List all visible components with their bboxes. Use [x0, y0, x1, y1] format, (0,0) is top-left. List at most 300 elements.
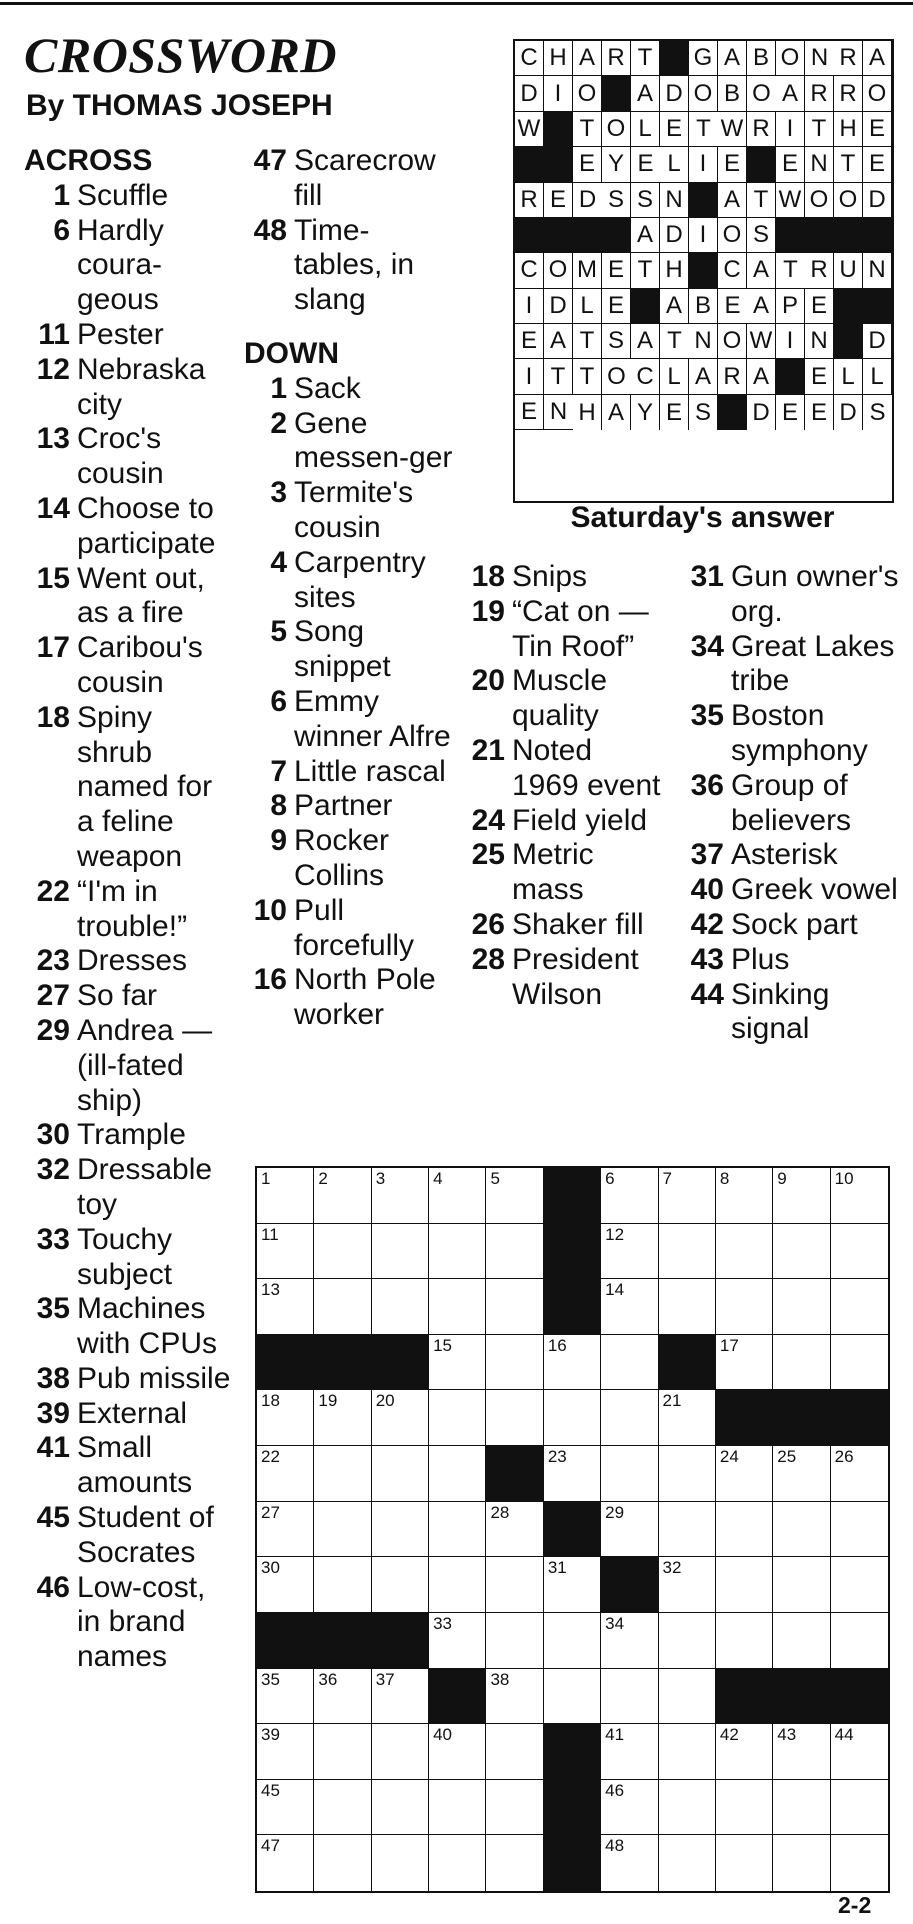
solution-letter: E: [863, 112, 892, 147]
down-clue: [244, 755, 454, 790]
solution-letter: S: [602, 183, 631, 218]
puzzle-cell[interactable]: [831, 1224, 888, 1280]
solution-letter: W: [747, 324, 776, 359]
puzzle-black-square: [659, 1335, 716, 1391]
puzzle-cell[interactable]: [544, 1557, 601, 1613]
solution-black-square: [776, 359, 805, 394]
solution-letter: N: [660, 183, 689, 218]
puzzle-cell[interactable]: [773, 1168, 830, 1224]
solution-letter: C: [515, 253, 544, 288]
solution-black-square: [805, 218, 834, 253]
puzzle-cell[interactable]: [486, 1669, 543, 1725]
cell-number: 28: [490, 1502, 510, 1522]
puzzle-cell[interactable]: [372, 1557, 429, 1613]
cell-number: 35: [261, 1669, 280, 1689]
clue-text: Hardly coura-geous: [77, 213, 164, 317]
puzzle-cell[interactable]: [486, 1390, 543, 1446]
puzzle-black-square: [544, 1224, 601, 1280]
across-clue: [24, 1014, 234, 1118]
solution-letter: T: [631, 253, 660, 288]
puzzle-cell[interactable]: [314, 1168, 371, 1224]
puzzle-cell[interactable]: [601, 1669, 658, 1725]
puzzle-cell[interactable]: [831, 1335, 888, 1391]
puzzle-cell[interactable]: [659, 1502, 716, 1558]
puzzle-cell[interactable]: [257, 1780, 314, 1836]
puzzle-cell[interactable]: [372, 1390, 429, 1446]
puzzle-cell[interactable]: [773, 1557, 830, 1613]
clue-number: 10: [253, 893, 287, 927]
puzzle-cell[interactable]: [659, 1279, 716, 1335]
puzzle-cell[interactable]: [831, 1835, 888, 1891]
puzzle-cell[interactable]: [257, 1224, 314, 1280]
puzzle-cell[interactable]: [831, 1168, 888, 1224]
cell-number: 48: [605, 1836, 625, 1856]
clue-text: Spiny shrub named for a feline weapon: [77, 700, 213, 873]
clue-number: 21: [471, 733, 505, 767]
cell-number: 40: [433, 1725, 452, 1745]
clue-number: 5: [270, 615, 287, 649]
clue-text: North Pole worker: [294, 963, 436, 1032]
solution-letter: D: [544, 289, 573, 324]
puzzle-cell[interactable]: [773, 1335, 830, 1391]
solution-letter: I: [776, 112, 805, 147]
solution-letter: R: [805, 76, 834, 111]
solution-letter: W: [776, 183, 805, 218]
puzzle-cell[interactable]: [831, 1724, 888, 1780]
puzzle-cell[interactable]: [601, 1446, 658, 1502]
solution-letter: B: [689, 289, 718, 324]
clue-text: Caribou's cousin: [77, 631, 203, 699]
clue-number: 22: [36, 874, 70, 908]
solution-letter: B: [747, 41, 776, 76]
solution-letter: O: [689, 76, 718, 111]
solution-black-square: [834, 324, 863, 359]
clue-text: Emmy winner Alfre: [294, 684, 451, 753]
down-clue: [462, 804, 667, 839]
puzzle-cell[interactable]: [257, 1724, 314, 1780]
solution-letter: C: [515, 41, 544, 76]
clue-number: 6: [270, 684, 287, 718]
solution-black-square: [776, 218, 805, 253]
solution-letter: O: [747, 76, 776, 111]
puzzle-cell[interactable]: [372, 1669, 429, 1725]
down-clue: [681, 769, 906, 839]
puzzle-cell[interactable]: [716, 1335, 773, 1391]
clue-column-1: [24, 144, 234, 1675]
solution-letter: T: [573, 359, 602, 394]
solution-letter: D: [660, 76, 689, 111]
puzzle-cell[interactable]: [429, 1279, 486, 1335]
solution-letter: E: [863, 147, 892, 182]
puzzle-black-square: [544, 1780, 601, 1836]
puzzle-cell[interactable]: [659, 1724, 716, 1780]
across-clue: [24, 179, 234, 214]
puzzle-cell[interactable]: [429, 1502, 486, 1558]
puzzle-cell[interactable]: [659, 1557, 716, 1613]
clue-number: 39: [36, 1396, 70, 1430]
puzzle-cell[interactable]: [773, 1502, 830, 1558]
puzzle-cell[interactable]: [257, 1446, 314, 1502]
puzzle-cell[interactable]: [773, 1446, 830, 1502]
solution-letter: E: [602, 289, 631, 324]
puzzle-cell[interactable]: [372, 1780, 429, 1836]
puzzle-black-square: [773, 1669, 830, 1725]
clue-number: 7: [270, 754, 287, 788]
cell-number: 8: [719, 1169, 730, 1188]
down-clue: [244, 789, 454, 824]
down-clue: [244, 615, 454, 685]
across-clue: [24, 875, 234, 945]
clue-number: 18: [471, 560, 505, 593]
puzzle-cell[interactable]: [429, 1557, 486, 1613]
puzzle-black-square: [486, 1446, 543, 1502]
puzzle-cell[interactable]: [773, 1224, 830, 1280]
puzzle-black-square: [544, 1724, 601, 1780]
puzzle-cell[interactable]: [716, 1780, 773, 1836]
down-clue: [244, 372, 454, 407]
puzzle-black-square: [429, 1669, 486, 1725]
cell-number: 41: [605, 1725, 625, 1745]
clue-number: 47: [253, 144, 287, 177]
solution-letter: S: [602, 324, 631, 359]
puzzle-cell[interactable]: [429, 1390, 486, 1446]
clue-number: 35: [690, 699, 724, 733]
puzzle-cell[interactable]: [601, 1835, 658, 1891]
solution-black-square: [602, 76, 631, 111]
clue-text: Small amounts: [77, 1431, 193, 1500]
solution-letter: A: [747, 289, 776, 324]
cell-number: 17: [719, 1335, 739, 1355]
puzzle-cell[interactable]: [716, 1446, 773, 1502]
clue-text: Shaker fill: [512, 907, 644, 941]
page-title: CROSSWORD: [24, 27, 337, 83]
solution-letter: I: [689, 147, 718, 182]
across-clue: [24, 1362, 234, 1397]
puzzle-cell[interactable]: [544, 1390, 601, 1446]
solution-black-square: [834, 218, 863, 253]
puzzle-cell[interactable]: [314, 1390, 371, 1446]
puzzle-cell[interactable]: [314, 1502, 371, 1558]
puzzle-cell[interactable]: [601, 1390, 658, 1446]
puzzle-cell[interactable]: [601, 1613, 658, 1669]
solution-letter: S: [869, 398, 886, 426]
clue-number: 27: [36, 979, 70, 1013]
solution-black-square: [718, 395, 747, 430]
solution-letter: M: [573, 253, 602, 288]
down-clue: [244, 476, 454, 546]
puzzle-cell[interactable]: [831, 1279, 888, 1335]
puzzle-cell[interactable]: [716, 1502, 773, 1558]
puzzle-cell[interactable]: [601, 1724, 658, 1780]
puzzle-cell[interactable]: [486, 1224, 543, 1280]
puzzle-cell[interactable]: [601, 1335, 658, 1391]
clue-text: Group of believers: [731, 768, 852, 837]
puzzle-cell[interactable]: [429, 1613, 486, 1669]
puzzle-cell[interactable]: [831, 1780, 888, 1836]
solution-letter: E: [718, 289, 747, 324]
puzzle-cell[interactable]: [486, 1835, 543, 1891]
puzzle-black-square: [257, 1335, 314, 1391]
puzzle-cell[interactable]: [716, 1835, 773, 1891]
clue-text: Rocker Collins: [294, 824, 390, 892]
cell-number: 16: [547, 1335, 567, 1355]
clue-text: Carpentry sites: [294, 545, 426, 614]
solution-letter: N: [863, 253, 892, 288]
clue-number: 46: [36, 1570, 70, 1604]
puzzle-cell[interactable]: [659, 1613, 716, 1669]
across-clue: [24, 318, 234, 353]
puzzle-cell[interactable]: [314, 1669, 371, 1725]
puzzle-cell[interactable]: [257, 1557, 314, 1613]
solution-letter: N: [805, 324, 834, 359]
puzzle-cell[interactable]: [257, 1835, 314, 1891]
cell-number: 6: [605, 1169, 615, 1188]
solution-letter: G: [689, 41, 718, 76]
puzzle-cell[interactable]: [486, 1279, 543, 1335]
solution-letter: T: [747, 183, 776, 218]
solution-letter: R: [515, 183, 544, 218]
down-clue: [244, 963, 454, 1033]
solution-letter: S: [689, 395, 718, 430]
clue-number: 48: [253, 213, 287, 247]
puzzle-cell[interactable]: [716, 1724, 773, 1780]
solution-black-square: [660, 41, 689, 76]
across-clue: [24, 422, 234, 492]
solution-letter: L: [631, 112, 660, 147]
cell-number: 11: [261, 1224, 279, 1244]
clue-text: Trample: [77, 1118, 186, 1152]
puzzle-cell[interactable]: [773, 1279, 830, 1335]
clue-number: 35: [36, 1292, 70, 1326]
solution-letter: A: [631, 218, 660, 253]
clue-number: 30: [36, 1118, 70, 1152]
solution-letter: A: [863, 41, 892, 76]
down-clue: [681, 699, 906, 769]
puzzle-cell[interactable]: [372, 1224, 429, 1280]
across-clue: [24, 944, 234, 979]
puzzle-cell[interactable]: [314, 1835, 371, 1891]
solution-letter: D: [747, 395, 776, 430]
clue-number: 8: [270, 789, 287, 823]
solution-letter: L: [660, 359, 689, 394]
clue-number: 32: [36, 1153, 70, 1187]
cell-number: 25: [777, 1447, 797, 1467]
puzzle-cell[interactable]: [486, 1557, 543, 1613]
across-clue: [24, 1153, 234, 1223]
puzzle-cell[interactable]: [429, 1168, 486, 1224]
solution-letter: H: [834, 112, 863, 147]
puzzle-cell[interactable]: [831, 1557, 888, 1613]
puzzle-cell[interactable]: [659, 1780, 716, 1836]
puzzle-cell[interactable]: [601, 1780, 658, 1836]
puzzle-black-square: [544, 1168, 601, 1224]
clue-text: Pull forcefully: [294, 893, 415, 962]
clue-number: 12: [36, 352, 70, 386]
puzzle-cell[interactable]: [314, 1557, 371, 1613]
down-clue: [462, 943, 667, 1013]
puzzle-cell[interactable]: [314, 1279, 371, 1335]
solution-letter: E: [805, 395, 834, 430]
puzzle-cell[interactable]: [486, 1168, 543, 1224]
solution-letter: T: [544, 359, 573, 394]
puzzle-black-square: [372, 1335, 429, 1391]
across-heading: ACROSS: [24, 144, 153, 177]
puzzle-cell[interactable]: [716, 1168, 773, 1224]
puzzle-cell[interactable]: [601, 1279, 658, 1335]
clue-number: 25: [471, 838, 505, 872]
puzzle-black-square: [544, 1279, 601, 1335]
puzzle-cell[interactable]: [486, 1724, 543, 1780]
puzzle-cell[interactable]: [659, 1446, 716, 1502]
down-clue: [681, 978, 906, 1048]
puzzle-cell[interactable]: [773, 1613, 830, 1669]
puzzle-cell[interactable]: [486, 1335, 543, 1391]
puzzle-cell[interactable]: [314, 1724, 371, 1780]
solution-letter: D: [863, 324, 892, 359]
puzzle-cell[interactable]: [372, 1279, 429, 1335]
solution-letter: A: [718, 183, 747, 218]
solution-letter: W: [718, 112, 747, 147]
cell-number: 15: [433, 1335, 452, 1355]
clue-text: Pub missile: [77, 1361, 231, 1395]
puzzle-cell[interactable]: [257, 1390, 314, 1446]
down-clue: [244, 546, 454, 616]
solution-letter: B: [718, 76, 747, 111]
puzzle-cell[interactable]: [429, 1724, 486, 1780]
puzzle-cell[interactable]: [601, 1502, 658, 1558]
puzzle-cell[interactable]: [257, 1669, 314, 1725]
puzzle-cell[interactable]: [659, 1168, 716, 1224]
cell-number: 3: [375, 1169, 386, 1188]
cell-number: 27: [261, 1502, 280, 1522]
puzzle-cell[interactable]: [659, 1835, 716, 1891]
clue-text: President Wilson: [512, 942, 639, 1011]
puzzle-cell[interactable]: [372, 1724, 429, 1780]
solution-letter: H: [573, 395, 602, 430]
clue-number: 1: [53, 178, 70, 212]
solution-letter: R: [718, 359, 747, 394]
solution-letter: O: [718, 324, 747, 359]
puzzle-cell[interactable]: [716, 1279, 773, 1335]
clue-number: 37: [690, 838, 724, 872]
solution-black-square: [515, 147, 544, 182]
puzzle-cell[interactable]: [716, 1224, 773, 1280]
puzzle-cell[interactable]: [773, 1835, 830, 1891]
clue-text: So far: [77, 979, 158, 1013]
clue-number: 23: [36, 944, 70, 978]
puzzle-cell[interactable]: [486, 1502, 543, 1558]
puzzle-cell[interactable]: [429, 1335, 486, 1391]
puzzle-black-square: [314, 1613, 371, 1669]
puzzle-cell[interactable]: [372, 1835, 429, 1891]
solution-letter: R: [602, 41, 631, 76]
across-clue: [24, 631, 234, 701]
puzzle-cell[interactable]: [429, 1446, 486, 1502]
puzzle-cell[interactable]: [429, 1780, 486, 1836]
puzzle-cell[interactable]: [429, 1835, 486, 1891]
clue-text: Croc's cousin: [77, 422, 164, 491]
down-clue: [681, 630, 906, 700]
puzzle-cell[interactable]: [716, 1613, 773, 1669]
puzzle-cell[interactable]: [486, 1780, 543, 1836]
solution-letter: O: [544, 253, 573, 288]
clue-text: Little rascal: [294, 754, 446, 788]
puzzle-cell[interactable]: [314, 1446, 371, 1502]
puzzle-cell[interactable]: [544, 1669, 601, 1725]
puzzle-cell[interactable]: [372, 1446, 429, 1502]
solution-letter: T: [776, 253, 805, 288]
puzzle-cell[interactable]: [429, 1224, 486, 1280]
cell-number: 10: [834, 1169, 854, 1188]
clue-number: 24: [471, 803, 505, 837]
solution-letter: E: [805, 289, 834, 324]
clue-number: 19: [471, 594, 505, 628]
puzzle-cell[interactable]: [257, 1279, 314, 1335]
puzzle-cell[interactable]: [659, 1669, 716, 1725]
puzzle-black-square: [716, 1669, 773, 1725]
solution-letter: E: [660, 112, 689, 147]
cell-number: 39: [261, 1725, 280, 1745]
puzzle-cell[interactable]: [831, 1613, 888, 1669]
solution-letter: O: [602, 359, 631, 394]
puzzle-cell[interactable]: [372, 1502, 429, 1558]
puzzle-cell[interactable]: [544, 1613, 601, 1669]
cell-number: 37: [375, 1669, 395, 1689]
solution-letter: S: [747, 218, 776, 253]
across-clue: [24, 1431, 234, 1501]
cell-number: 22: [261, 1447, 280, 1467]
clue-text: Great Lakes tribe: [731, 629, 895, 698]
clue-number: 17: [36, 631, 70, 665]
down-clue: [462, 560, 667, 595]
puzzle-cell[interactable]: [773, 1724, 830, 1780]
clue-text: Dressable toy: [77, 1153, 213, 1221]
solution-letter: D: [660, 218, 689, 253]
clue-text: Snips: [512, 560, 588, 593]
clue-number: 42: [690, 907, 724, 941]
puzzle-cell[interactable]: [831, 1446, 888, 1502]
down-clue: [681, 908, 906, 943]
puzzle-cell[interactable]: [831, 1502, 888, 1558]
solution-letter: P: [776, 289, 805, 324]
puzzle-cell[interactable]: [314, 1224, 371, 1280]
puzzle-cell[interactable]: [544, 1335, 601, 1391]
clue-number: 44: [690, 977, 724, 1011]
puzzle-cell[interactable]: [659, 1390, 716, 1446]
puzzle-cell[interactable]: [544, 1446, 601, 1502]
puzzle-cell[interactable]: [659, 1224, 716, 1280]
cell-number: 24: [719, 1447, 739, 1467]
solution-letter: Y: [631, 395, 660, 430]
solution-letter: R: [805, 253, 834, 288]
puzzle-cell[interactable]: [372, 1168, 429, 1224]
puzzle-cell[interactable]: [314, 1780, 371, 1836]
solution-letter: R: [834, 41, 863, 76]
solution-black-square: [689, 183, 718, 218]
puzzle-cell[interactable]: [773, 1780, 830, 1836]
clue-text: Termite's cousin: [294, 476, 414, 544]
solution-letter: A: [718, 41, 747, 76]
puzzle-cell[interactable]: [257, 1168, 314, 1224]
cell-number: 7: [662, 1169, 672, 1188]
puzzle-cell[interactable]: [601, 1168, 658, 1224]
clue-text: Went out, as a fire: [77, 561, 205, 630]
puzzle-cell[interactable]: [486, 1613, 543, 1669]
puzzle-cell[interactable]: [257, 1502, 314, 1558]
puzzle-cell[interactable]: [601, 1224, 658, 1280]
clue-text: Noted 1969 event: [512, 733, 661, 802]
puzzle-cell[interactable]: [716, 1557, 773, 1613]
